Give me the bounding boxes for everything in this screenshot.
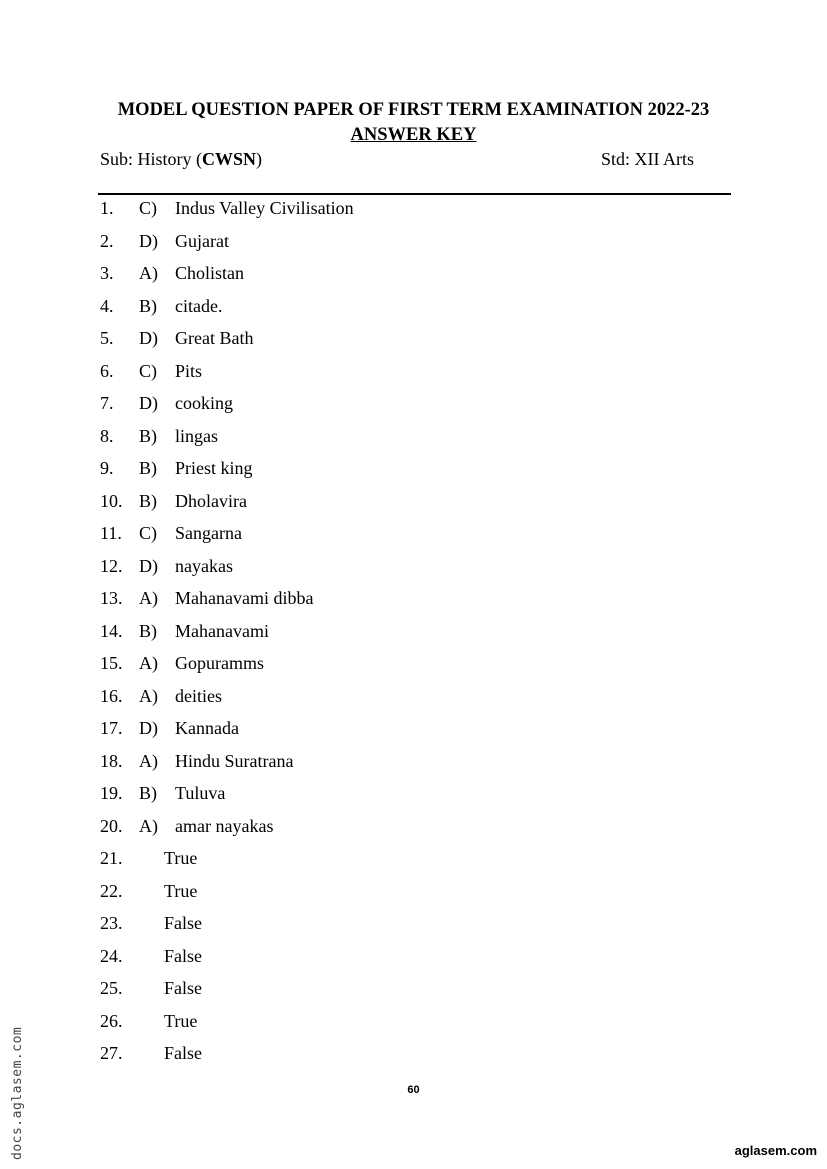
- question-number: 18.: [100, 750, 123, 771]
- answer-row: [100, 847, 354, 880]
- subject-line: [100, 149, 262, 170]
- answer-text: Indus Valley Civilisation: [175, 198, 354, 218]
- answer-option: B): [139, 783, 157, 803]
- answer-row: [100, 1010, 354, 1043]
- answer-row: [100, 685, 354, 718]
- subject-suffix: ): [256, 149, 263, 169]
- question-number: 4.: [100, 295, 114, 316]
- answer-row: [100, 1042, 354, 1075]
- answer-text: Hindu Suratrana: [175, 750, 294, 771]
- answer-row: [100, 945, 354, 978]
- footer-watermark: aglasem.com: [734, 1143, 817, 1158]
- standard-label: Std: XII Arts: [601, 149, 695, 169]
- answer-option: B): [139, 490, 157, 511]
- answer-option: D): [139, 230, 158, 251]
- answer-row: [100, 587, 354, 620]
- answer-row: [100, 815, 354, 848]
- answer-text: Priest king: [175, 458, 253, 478]
- answer-option: B): [139, 295, 157, 316]
- header-divider: [98, 193, 731, 195]
- question-number: 26.: [100, 1010, 123, 1031]
- answer-option: C): [139, 523, 157, 543]
- question-number: 24.: [100, 945, 123, 966]
- answer-key-label: ANSWER KEY: [350, 125, 477, 145]
- question-number: 27.: [100, 1043, 123, 1063]
- answer-row: [100, 652, 354, 685]
- answer-option: D): [139, 718, 158, 738]
- answer-row: [100, 620, 354, 653]
- question-number: 23.: [100, 913, 123, 933]
- answer-row: [100, 425, 354, 458]
- answer-text: Mahanavami dibba: [175, 588, 314, 608]
- answer-text: lingas: [175, 425, 218, 446]
- answer-row: [100, 457, 354, 490]
- question-number: 25.: [100, 978, 123, 998]
- question-number: 9.: [100, 458, 114, 478]
- answer-text: Great Bath: [175, 328, 254, 348]
- answer-option: A): [139, 588, 158, 608]
- answer-row: [100, 912, 354, 945]
- answer-text: True: [164, 1010, 198, 1031]
- subject-prefix: Sub: History (: [100, 149, 203, 169]
- page-number: 60: [407, 1084, 420, 1096]
- answer-text: deities: [175, 685, 222, 706]
- question-number: 2.: [100, 230, 114, 251]
- page-title: MODEL QUESTION PAPER OF FIRST TERM EXAMINATION 2022-23: [117, 100, 710, 120]
- question-number: 17.: [100, 718, 123, 738]
- answer-list: [100, 197, 354, 1075]
- answer-option: B): [139, 458, 157, 478]
- answer-option: C): [139, 198, 157, 218]
- answer-text: Gopuramms: [175, 653, 264, 673]
- question-number: 10.: [100, 490, 123, 511]
- answer-row: [100, 717, 354, 750]
- question-number: 22.: [100, 880, 123, 901]
- answer-text: Mahanavami: [175, 620, 269, 641]
- answer-text: Kannada: [175, 718, 239, 738]
- answer-text: Sangarna: [175, 523, 242, 543]
- subject-code: CWSN: [202, 149, 257, 169]
- answer-row: [100, 880, 354, 913]
- answer-row: [100, 360, 354, 393]
- answer-option: D): [139, 555, 158, 576]
- answer-option: C): [139, 360, 157, 381]
- answer-row: [100, 197, 354, 230]
- answer-text: nayakas: [175, 555, 233, 576]
- answer-text: Dholavira: [175, 490, 247, 511]
- answer-text: False: [164, 913, 202, 933]
- question-number: 20.: [100, 815, 123, 836]
- answer-text: False: [164, 978, 202, 998]
- question-number: 12.: [100, 555, 123, 576]
- answer-text: Pits: [175, 360, 203, 381]
- question-number: 5.: [100, 328, 114, 348]
- question-number: 15.: [100, 653, 123, 673]
- answer-row: [100, 392, 354, 425]
- question-number: 7.: [100, 393, 114, 413]
- answer-key-heading: [0, 125, 827, 146]
- question-number: 16.: [100, 685, 123, 706]
- answer-text: cooking: [175, 393, 233, 413]
- answer-text: Gujarat: [175, 230, 229, 251]
- question-number: 14.: [100, 620, 123, 641]
- answer-row: [100, 750, 354, 783]
- answer-row: [100, 782, 354, 815]
- answer-text: True: [164, 880, 198, 901]
- answer-row: [100, 977, 354, 1010]
- answer-text: citade.: [175, 295, 223, 316]
- answer-option: A): [139, 750, 158, 771]
- question-number: 3.: [100, 263, 114, 283]
- question-number: 6.: [100, 360, 114, 381]
- question-number: 19.: [100, 783, 123, 803]
- answer-option: A): [139, 263, 158, 283]
- answer-option: D): [139, 328, 158, 348]
- question-number: 13.: [100, 588, 123, 608]
- question-number: 21.: [100, 848, 123, 868]
- question-number: 11.: [100, 523, 122, 543]
- answer-text: False: [164, 1043, 202, 1063]
- answer-text: False: [164, 945, 202, 966]
- question-number: 8.: [100, 425, 114, 446]
- answer-option: B): [139, 620, 157, 641]
- answer-option: D): [139, 393, 158, 413]
- answer-text: Cholistan: [175, 263, 245, 283]
- answer-option: A): [139, 815, 158, 836]
- answer-row: [100, 327, 354, 360]
- answer-text: Tuluva: [175, 783, 226, 803]
- answer-option: A): [139, 653, 158, 673]
- answer-text: amar nayakas: [175, 815, 274, 836]
- answer-row: [100, 230, 354, 263]
- answer-row: [100, 555, 354, 588]
- answer-row: [100, 295, 354, 328]
- answer-row: [100, 522, 354, 555]
- answer-text: True: [164, 848, 198, 868]
- question-number: 1.: [100, 198, 114, 218]
- answer-option: B): [139, 425, 157, 446]
- answer-row: [100, 490, 354, 523]
- side-watermark: docs.aglasem.com: [10, 1026, 25, 1160]
- answer-option: A): [139, 685, 158, 706]
- answer-row: [100, 262, 354, 295]
